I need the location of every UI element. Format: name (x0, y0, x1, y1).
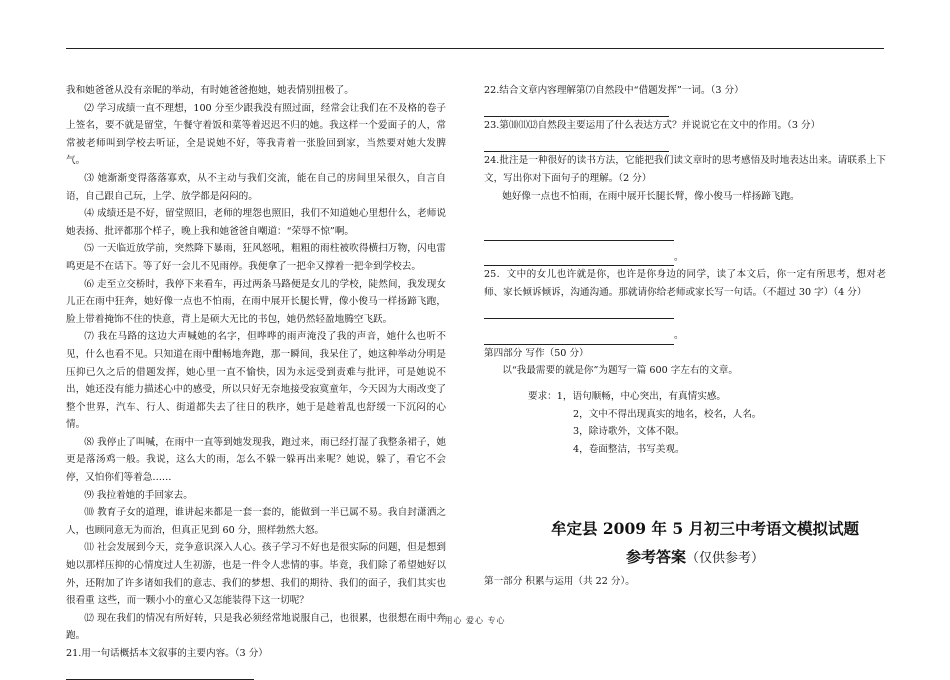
answer-title (484, 546, 886, 570)
part4-heading: 第四部分 写作（50 分） (484, 347, 589, 359)
writing-requirements (484, 388, 886, 458)
paragraph-5: ⑸ 一天临近放学前，突然降下暴雨，狂风怒吼，粗粗的雨柱被吹得横扫万物，闪电雷鸣更是不在话下。等了好一会儿不见雨停。我便拿了一把伞又撑着一把伞到学校去。 (66, 243, 446, 272)
requirement-4: 4，卷面整洁，书写美观。 (573, 443, 685, 455)
paragraph-12: ⑿ 现在我们的情况有所好转，只是我必须经常地说服自己，也很累，也很想在雨中奔跑。 (66, 612, 446, 642)
paragraph-2: ⑵ 学习成绩一直不理想，100 分至少跟我没有照过面，经常会让我们在不及格的卷子上签名，要不就是留堂，午餐守着饭和菜等着迟迟不归的她。我这样一个爱面子的人，常常被老师叫到学校去听证，全是说她不好，等我青着一张脸回到家，当然要对她大发脾气。 (66, 102, 446, 167)
answer-line-24b[interactable] (484, 249, 886, 267)
requirement-2: 2，文中不得出现真实的地名，校名，人名。 (573, 408, 762, 420)
question-22: 22.结合文章内容理解第⑺自然段中“借题发挥”一词。（3 分） (484, 85, 744, 96)
answer-line-24a[interactable] (484, 223, 886, 241)
paragraph-10: ⑽ 教育子女的道理，谁讲起来都是一套一套的，能做到一半已属不易。我自封潇洒之人，也顾同意无为而治，但真正见到 60 分，照样勃然大怒。 (66, 507, 446, 536)
requirement-1: 要求：1，语句顺畅，中心突出，有真情实感。 (528, 390, 726, 402)
paragraph-9: ⑼ 我拉着她的手回家去。 (84, 489, 193, 501)
answer-line-22[interactable] (484, 100, 886, 118)
header-rule (66, 48, 884, 49)
paragraph-4: ⑷ 成绩还是不好，留堂照旧，老师的埋怨也照旧，我们不知道她心里想什么，老师说她表扬、批评都那个样子，晚上我和她爸爸自嘲道：“荣辱不惊”啊。 (66, 208, 446, 237)
requirement-3: 3，除诗歌外，文体不限。 (573, 426, 685, 438)
answer-line-23[interactable] (484, 135, 886, 153)
exam-title: 牟定县 2009 年 5 月初三中考语文模拟试题 (550, 519, 859, 538)
answer-line-25a[interactable] (484, 302, 886, 320)
answer-line-21[interactable] (66, 663, 446, 680)
question-25: 25．文中的女儿也许就是你，也许是你身边的同学，读了本文后，你一定有所思考，想对老师、家长倾诉倾诉，沟通沟通。那就请你给老师或家长写一句话。（不超过 30 字）（4 分） (484, 269, 886, 298)
part1-heading: 第一部分 积累与运用（共 22 分）。 (484, 576, 635, 587)
end-mark: 。 (674, 330, 684, 342)
question-21: 21.用一句话概括本文叙事的主要内容。（3 分） (66, 648, 268, 659)
paragraph-8: ⑻ 我停止了叫喊，在雨中一直等到她发现我，跑过来，雨已经打湿了我整条裙子，她更是落汤鸡一般。我说，这么大的雨，怎么不躲一躲再出来呢？她说，躲了，看它不会停，又怕你们等着急…… (66, 436, 446, 484)
end-mark: 。 (674, 251, 684, 263)
answer-line-25b[interactable] (484, 327, 886, 345)
answer-title-note: （仅供参考） (686, 551, 765, 566)
right-column (484, 82, 886, 458)
writing-prompt: 以“我最需要的就是你”为题写一篇 600 字左右的文章。 (502, 365, 738, 377)
answer-title-main: 参考答案 (625, 548, 686, 566)
answer-key-header (484, 518, 886, 590)
left-column (66, 82, 446, 680)
question-23: 23.第⑽⑾⑿自然段主要运用了什么表达方式？并说说它在文中的作用。（3 分） (484, 120, 821, 132)
paragraph-7: ⑺ 我在马路的这边大声喊她的名字，但哗哗的雨声淹没了我的声音，她什么也听不见，什么也看不见。只知道在雨中酣畅地奔跑，那一瞬间，我呆住了，她这种举动分明是压抑已久之后的借题发挥，她心里一直不愉快，因为永远受到责难与批评，可是她说不出，她还没有能力描述心中的感受，所以只好无奈地接受寂寞童年，今天因为大雨改变了整个世界，汽车、行人、街道都失去了往日的秩序，她于是趁着乱也舒缓一下沉闷的心情。 (66, 331, 446, 431)
paragraph-11: ⑾ 社会发展到今天，竞争意识深入人心。孩子学习不好也是很实际的问题，但是想到她以那样压抑的心情度过人生初游，也是一件令人悲情的事。毕竟，我们除了希望她好以外，还附加了许多诸如我们的意志、我们的梦想、我们的期待、我们的面子，我们其实也很看重 这些，而一颗小小的童心又怎能装得下这一切呢？ (66, 542, 446, 607)
question-24: 24.批注是一种很好的读书方法，它能把我们读文章时的思考感悟及时地表达出来。请联系上下文，写出你对下面句子的理解。（2 分） (484, 155, 886, 184)
paragraph-3: ⑶ 她渐渐变得落落寡欢，从不主动与我们交流，能在自己的房间里呆很久，自言自语，自己跟自己玩，上学、放学都是闷闷的。 (66, 172, 446, 202)
question-24-quote: 她好像一点也不怕雨，在雨中展开长腿长臂，像小俊马一样扬蹄飞跑。 (502, 190, 800, 202)
paragraph-6: ⑹ 走至立交桥时，我停下来看车，再过两条马路便是女儿的学校，陡然间，我发现女儿正在雨中狂奔，她好像一点也不怕雨，在雨中展开长腿长臂，像小俊马一样扬蹄飞跑，脸上带着掩饰不住的快意，背上是硕大无比的书包，她仍然轻盈地腾空飞跃。 (66, 278, 446, 325)
paragraph-continuation: 我和她爸爸从没有亲昵的举动，有时她爸爸抱她，她表情别扭极了。 (66, 85, 354, 96)
page-footer: 用心 爱心 专心 (444, 616, 506, 625)
